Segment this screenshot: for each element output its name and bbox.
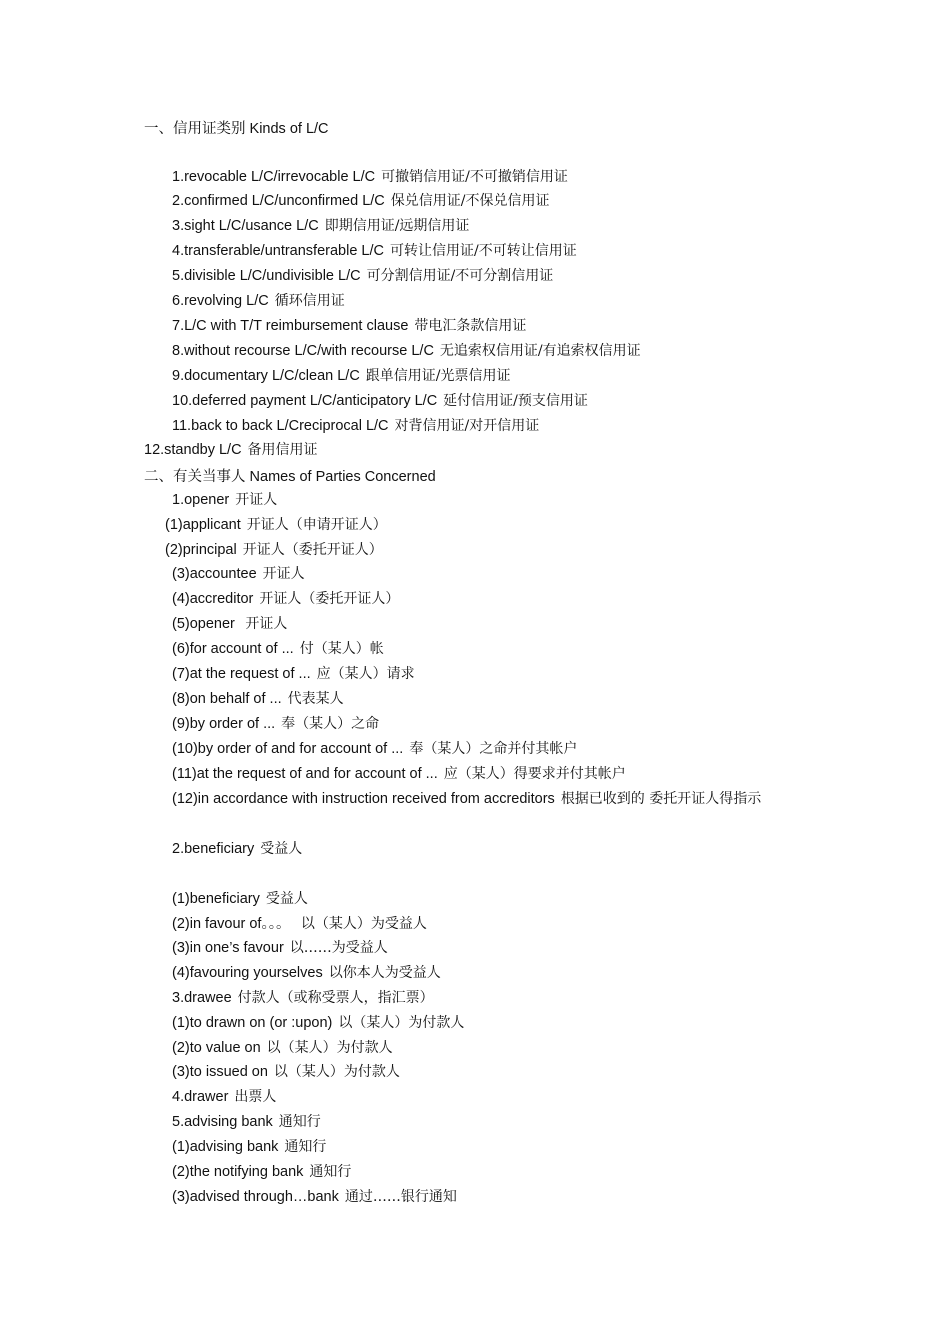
term-zh: 可分割信用证/不可分割信用证: [366, 268, 554, 284]
list-item: [172, 192, 549, 210]
term-en: 10.deferred payment L/C/anticipatory L/C: [172, 393, 438, 409]
term-zh: 根据已收到的 委托开证人得指示: [560, 791, 762, 807]
heading-text: 二、有关当事人 Names of Parties Concerned: [144, 469, 436, 485]
list-item: [172, 1063, 400, 1081]
term-en: 9.documentary L/C/clean L/C: [172, 368, 360, 384]
term-en: (2)to value on: [172, 1040, 261, 1056]
list-item: [172, 715, 379, 733]
term-en: 8.without recourse L/C/with recourse L/C: [172, 343, 434, 359]
term-zh: 奉（某人）之命: [281, 716, 380, 732]
term-en: 11.back to back L/Creciprocal L/C: [172, 418, 389, 434]
term-zh: 开证人: [235, 492, 278, 508]
term-zh: 受益人: [260, 841, 303, 857]
term-en: 3.sight L/C/usance L/C: [172, 218, 319, 234]
term-en: 2.beneficiary: [172, 841, 255, 857]
term-en: (5)opener: [172, 616, 235, 632]
term-zh: 出票人: [234, 1089, 277, 1105]
list-item: [172, 1188, 457, 1206]
list-item: [172, 1088, 276, 1106]
term-en: 4.transferable/untransferable L/C: [172, 243, 384, 259]
term-zh: 延付信用证/预支信用证: [443, 393, 588, 409]
list-item: [172, 890, 308, 908]
term-zh: 通知行: [284, 1139, 327, 1155]
term-zh: 以……为受益人: [289, 940, 388, 956]
list-item: [172, 665, 415, 683]
list-item: [172, 292, 345, 310]
list-item: [172, 392, 588, 410]
term-zh: 开证人（申请开证人）: [246, 517, 387, 533]
term-zh: 开证人（委托开证人）: [259, 591, 400, 607]
term-en: (7)at the request of ...: [172, 666, 311, 682]
term-en: (2)in favour of。。。: [172, 916, 291, 932]
list-item: [172, 615, 287, 633]
term-en: (3)in one’s favour: [172, 940, 284, 956]
section-heading-parties: [144, 468, 436, 486]
term-en: 2.confirmed L/C/unconfirmed L/C: [172, 193, 385, 209]
term-en: (3)to issued on: [172, 1064, 268, 1080]
term-zh: 循环信用证: [274, 293, 345, 309]
term-zh: 开证人: [262, 566, 305, 582]
list-item: [172, 690, 344, 708]
term-en: 5.divisible L/C/undivisible L/C: [172, 268, 361, 284]
list-item: [172, 790, 761, 808]
term-zh: 可转让信用证/不可转让信用证: [390, 243, 577, 259]
term-zh: 以（某人）为付款人: [266, 1040, 393, 1056]
term-zh: 开证人: [240, 616, 288, 632]
term-zh: 奉（某人）之命并付其帐户: [409, 741, 578, 757]
list-item: [165, 516, 387, 534]
list-item: [172, 939, 388, 957]
term-en: 6.revolving L/C: [172, 293, 269, 309]
list-item: [172, 242, 577, 260]
list-item: [172, 740, 577, 758]
term-zh: 代表某人: [287, 691, 344, 707]
list-item: [172, 565, 305, 583]
list-item: [172, 491, 277, 509]
term-en: (12)in accordance with instruction received from accreditors: [172, 791, 555, 807]
term-zh: 无追索权信用证/有追索权信用证: [439, 343, 641, 359]
term-zh: 即期信用证/远期信用证: [324, 218, 470, 234]
list-item: [172, 1113, 321, 1131]
term-zh: 备用信用证: [247, 442, 318, 458]
term-zh: 带电汇条款信用证: [414, 318, 527, 334]
term-en: 1.opener: [172, 492, 230, 508]
term-zh: 对背信用证/对开信用证: [394, 418, 540, 434]
term-en: 5.advising bank: [172, 1114, 273, 1130]
term-zh: 受益人: [265, 891, 308, 907]
term-zh: 以（某人）为付款人: [338, 1015, 465, 1031]
section-heading-kinds: [144, 120, 329, 138]
term-zh: 应（某人）请求: [316, 666, 415, 682]
list-item: [172, 367, 511, 385]
term-zh: 开证人（委托开证人）: [242, 542, 383, 558]
term-zh: 保兑信用证/不保兑信用证: [390, 193, 550, 209]
term-en: (8)on behalf of ...: [172, 691, 282, 707]
term-en: 12.standby L/C: [144, 442, 242, 458]
term-en: (3)accountee: [172, 566, 257, 582]
term-en: (4)favouring yourselves: [172, 965, 323, 981]
term-en: (11)at the request of and for account of ...: [172, 766, 438, 782]
term-zh: 通知行: [309, 1164, 352, 1180]
term-en: 1.revocable L/C/irrevocable L/C: [172, 169, 376, 185]
term-zh: 付（某人）帐: [299, 641, 384, 657]
term-en: (2)principal: [165, 542, 237, 558]
term-en: 3.drawee: [172, 990, 232, 1006]
term-zh: 跟单信用证/光票信用证: [365, 368, 511, 384]
list-item: [172, 915, 427, 933]
heading-text: 一、信用证类别 Kinds of L/C: [144, 121, 329, 137]
list-item: [165, 541, 383, 559]
term-en: (6)for account of ...: [172, 641, 294, 657]
term-zh: 可撤销信用证/不可撤销信用证: [381, 169, 568, 185]
term-en: (4)accreditor: [172, 591, 254, 607]
term-en: (10)by order of and for account of ...: [172, 741, 404, 757]
term-en: (1)beneficiary: [172, 891, 260, 907]
list-item: [172, 168, 568, 186]
term-zh: 通知行: [278, 1114, 321, 1130]
term-zh: 以（某人）为付款人: [273, 1064, 400, 1080]
list-item: [172, 1039, 393, 1057]
term-zh: 通过……银行通知: [344, 1189, 457, 1205]
list-item: [172, 317, 526, 335]
term-en: (1)applicant: [165, 517, 241, 533]
term-en: (1)advising bank: [172, 1139, 279, 1155]
term-en: 4.drawer: [172, 1089, 229, 1105]
term-en: (1)to drawn on (or :upon): [172, 1015, 333, 1031]
term-en: 7.L/C with T/T reimbursement clause: [172, 318, 409, 334]
term-zh: 以你本人为受益人: [328, 965, 441, 981]
list-item: [172, 417, 539, 435]
term-zh: 以（某人）为受益人: [296, 916, 427, 932]
list-item: [172, 765, 626, 783]
term-en: (9)by order of ...: [172, 716, 276, 732]
term-en: (3)advised through…bank: [172, 1189, 339, 1205]
list-item: [172, 590, 399, 608]
list-item: [172, 267, 553, 285]
term-en: (2)the notifying bank: [172, 1164, 304, 1180]
list-item: [172, 640, 384, 658]
list-item: [172, 1014, 464, 1032]
list-item: [172, 217, 469, 235]
list-item: [172, 1163, 351, 1181]
list-item: [172, 840, 302, 858]
list-item: [144, 441, 318, 459]
list-item: [172, 989, 434, 1007]
term-zh: 应（某人）得要求并付其帐户: [443, 766, 626, 782]
list-item: [172, 342, 641, 360]
term-zh: 付款人（或称受票人，指汇票）: [237, 990, 434, 1006]
list-item: [172, 1138, 326, 1156]
list-item: [172, 964, 441, 982]
